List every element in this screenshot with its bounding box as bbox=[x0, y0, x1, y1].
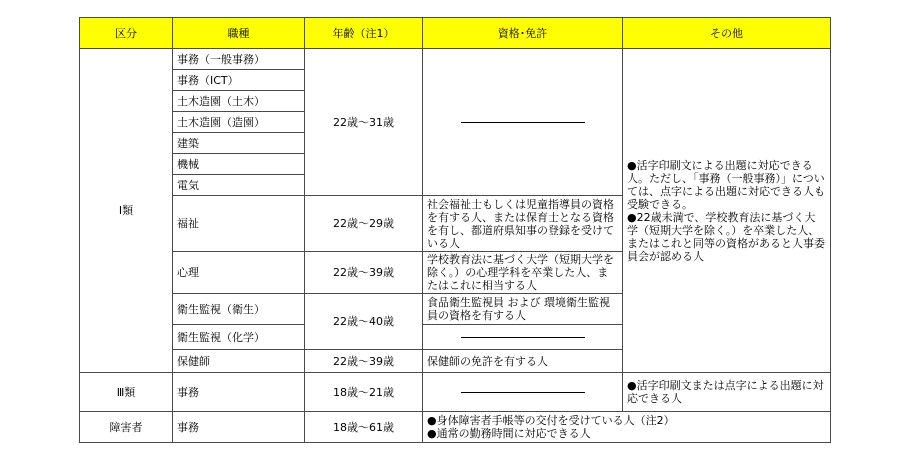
qualification-disabled-1: ●身体障害者手帳等の交付を受けている人（注2） bbox=[427, 414, 675, 427]
header-category: 区分 bbox=[80, 18, 173, 49]
dash-line bbox=[461, 392, 585, 393]
qualification-disabled bbox=[423, 412, 831, 443]
job-doboku-doboku: 土木造園（土木） bbox=[173, 91, 305, 112]
qualification-eisei: 食品衛生監視員 および 環境衛生監視員の資格を有する人 bbox=[423, 294, 623, 325]
job-disabled-jimu: 事務 bbox=[173, 412, 305, 443]
age-shinri: 22歳～39歳 bbox=[305, 252, 423, 294]
other-class1-note-1: ●活字印刷文による出題に対応できる人。ただし、「事務（一般事務）」については、点字による出題に対応できる人も受験できる。 bbox=[627, 158, 825, 211]
age-disabled: 18歳～61歳 bbox=[305, 412, 423, 443]
category-disabled: 障害者 bbox=[80, 412, 173, 443]
job-class3-jimu: 事務 bbox=[173, 373, 305, 412]
dash-line bbox=[461, 122, 585, 123]
job-fukushi: 福祉 bbox=[173, 196, 305, 252]
age-eisei: 22歳～40歳 bbox=[305, 294, 423, 350]
exam-eligibility-table bbox=[79, 17, 831, 443]
job-kikai: 機械 bbox=[173, 154, 305, 175]
job-denki: 電気 bbox=[173, 175, 305, 196]
category-class1: Ⅰ類 bbox=[80, 49, 173, 373]
qualification-disabled-2: ●通常の勤務時間に対応できる人 bbox=[427, 427, 591, 440]
exam-eligibility-table-container bbox=[79, 17, 831, 443]
age-class3: 18歳～21歳 bbox=[305, 373, 423, 412]
qualification-none-class3 bbox=[423, 373, 623, 412]
qualification-none-kagaku bbox=[423, 325, 623, 350]
age-hokenshi: 22歳～39歳 bbox=[305, 350, 423, 373]
job-eisei-eisei: 衛生監視（衛生） bbox=[173, 294, 305, 325]
category-class3: Ⅲ類 bbox=[80, 373, 173, 412]
table-row bbox=[80, 373, 831, 412]
other-class1 bbox=[623, 49, 831, 373]
age-fukushi: 22歳～29歳 bbox=[305, 196, 423, 252]
job-shinri: 心理 bbox=[173, 252, 305, 294]
job-jimu-ippan: 事務（一般事務） bbox=[173, 49, 305, 70]
job-eisei-kagaku: 衛生監視（化学） bbox=[173, 325, 305, 350]
header-age: 年齢（注1） bbox=[305, 18, 423, 49]
job-kenchiku: 建築 bbox=[173, 133, 305, 154]
other-class3: ●活字印刷文または点字による出題に対応できる人 bbox=[623, 373, 831, 412]
header-qualification: 資格･免許 bbox=[423, 18, 623, 49]
table-row bbox=[80, 49, 831, 70]
job-jimu-ict: 事務（ICT） bbox=[173, 70, 305, 91]
other-class1-note-2: ●22歳未満で、学校教育法に基づく大学（短期大学を除く。）を卒業した人、またはこれと同等の資格があると人事委員会が認める人 bbox=[627, 210, 825, 263]
qualification-hokenshi: 保健師の免許を有する人 bbox=[423, 350, 623, 373]
header-row bbox=[80, 18, 831, 49]
header-other: その他 bbox=[623, 18, 831, 49]
job-hokenshi: 保健師 bbox=[173, 350, 305, 373]
table-row bbox=[80, 412, 831, 443]
qualification-fukushi: 社会福祉士もしくは児童指導員の資格を有する人、または保育士となる資格を有し、都道府県知事の登録を受けている人 bbox=[423, 196, 623, 252]
dash-line bbox=[461, 337, 585, 338]
age-tech: 22歳～31歳 bbox=[305, 49, 423, 196]
header-job-type: 職種 bbox=[173, 18, 305, 49]
qualification-shinri: 学校教育法に基づく大学（短期大学を除く。）の心理学科を卒業した人、またはこれに相当する人 bbox=[423, 252, 623, 294]
qualification-none-tech bbox=[423, 49, 623, 196]
job-doboku-zoen: 土木造園（造園） bbox=[173, 112, 305, 133]
